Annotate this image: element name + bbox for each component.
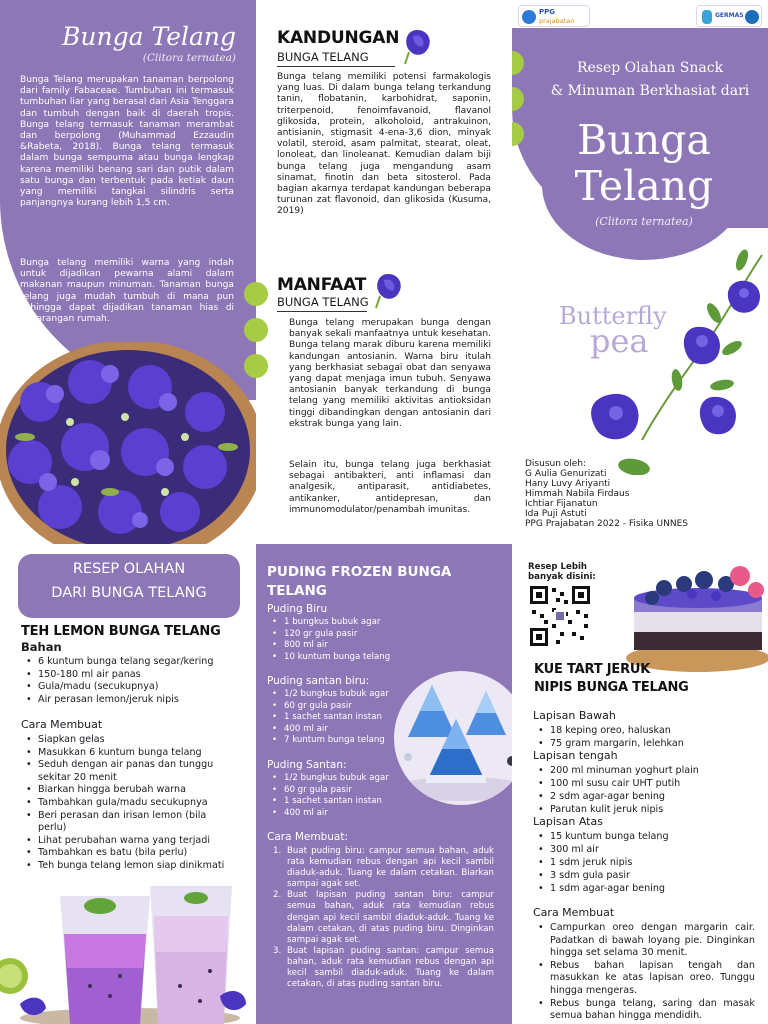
- list-item: [273, 890, 494, 945]
- kandungan-text: Bunga telang memiliki potensi farmakologis yang luas. Di dalam bunga telang terkandung tanin, flobatanin, karbohidrat, saponin, triterpenoid, fenoimfavanoid, flavanol glikosida, protein, alkoholoid, antrakuinon, antisianin, stigmasit 4-ena-3,6 dion, minyak volatil, steroid, asam palmitat, stearat, oleat, lonoleat, dan linoleanat. Kemudian dalam biji bunga telang juga mengandung asam sinamat, finotin dan beta sitosterol. Pada bagian akarnya terdapat kandungan beberapa turunan zat flavonoid, dan glikosida (Kusuma, 2019): [277, 72, 491, 217]
- cover-title-line-2: Telang: [574, 162, 714, 210]
- list-item: • 18 keping oreo, haluskan: [533, 724, 755, 737]
- manfaat-text-1: Bunga telang merupakan bunga dengan banyak sekali manfaatnya untuk kesehatan. Bunga telang marak diburu karena memiliki kandungan antosianin. Warna biru itulah yang berkhasiat sebagai obat dan senyawa yang dapat menjaga imun tubuh. Senyawa antosianin banyak terkandung di bunga telang yang memiliki aktivitas antioksidan tinggi dibandingkan dengan antosianin dari ekstrak bunga yang lain.: [289, 318, 491, 429]
- author-name: Himmah Nabila Firdaus: [525, 489, 630, 499]
- program-label: PPG Prajabatan 2022 - Fisika UNNES: [525, 519, 688, 529]
- kue-tart-title-line-2: NIPIS BUNGA TELANG: [534, 680, 689, 695]
- cover-latin-name: (Clitora ternatea): [595, 215, 693, 228]
- puding-santan-label: Puding Santan:: [267, 759, 347, 771]
- step-number: 3.: [273, 945, 282, 956]
- list-item: • 75 gram margarin, lelehkan: [533, 737, 755, 750]
- list-item: • Air perasan lemon/jeruk nipis: [21, 694, 241, 707]
- qr-code[interactable]: [528, 584, 592, 648]
- list-item: • Biarkan hingga berubah warna: [21, 784, 237, 797]
- flower-bowl-image: [0, 342, 256, 544]
- manfaat-subtitle: BUNGA TELANG: [277, 295, 369, 309]
- puding-cara-list: [273, 846, 494, 990]
- panel-kandungan-manfaat: [256, 0, 512, 544]
- list-item: • Seduh dengan air panas dan tunggu sekitar 20 menit: [21, 759, 237, 784]
- germas-logo: [696, 5, 762, 27]
- cara-membuat-label: Cara Membuat: [21, 718, 103, 731]
- puding-title-line-1: PUDING FROZEN BUNGA: [267, 564, 452, 580]
- list-item: • 400 ml air: [267, 724, 407, 736]
- pea-word: pea: [590, 322, 649, 360]
- manfaat-title: MANFAAT: [277, 275, 367, 295]
- lapisan-bawah-list: [533, 724, 755, 750]
- lapisan-atas-list: [533, 830, 755, 895]
- list-item: • Gula/madu (secukupnya): [21, 681, 241, 694]
- list-item: • Rebus bunga telang, saring dan masak semua bahan hingga mendidih.: [533, 998, 755, 1023]
- list-item: • Rebus bahan lapisan tengah dan masukkan ke atas lapisan oreo. Tunggu hingga mengeras.: [533, 960, 755, 998]
- puding-santan-biru-list: [267, 689, 407, 747]
- teh-lemon-glasses-image: [0, 876, 256, 1024]
- list-item: [273, 846, 494, 890]
- author-name: Ichtiar Fijanatun: [525, 499, 598, 509]
- puding-title-line-2: TELANG: [267, 583, 327, 599]
- teh-lemon-title: TEH LEMON BUNGA TELANG: [21, 624, 221, 639]
- intro-title: Bunga Telang: [62, 22, 236, 51]
- puding-cara-label: Cara Membuat:: [267, 831, 349, 843]
- list-item: • Masukkan 6 kuntum bunga telang: [21, 747, 237, 760]
- list-item: • 2 sdm agar-agar bening: [533, 790, 755, 803]
- list-item: • Tambahkan es batu (bila perlu): [21, 847, 237, 860]
- bahan-list: [21, 656, 241, 707]
- recipe-banner-line-2: DARI BUNGA TELANG: [51, 585, 207, 601]
- cover-subtitle-line-1: Resep Olahan Snack: [576, 60, 724, 76]
- qr-label-line-1: Resep Lebih: [528, 562, 588, 572]
- list-item: • 800 ml air: [267, 640, 417, 652]
- kandungan-subtitle: BUNGA TELANG: [277, 50, 369, 64]
- list-item: • 15 kuntum bunga telang: [533, 830, 755, 843]
- step-number: 1.: [273, 846, 282, 856]
- author-name: Hany Luvy Ariyanti: [525, 479, 611, 489]
- green-dot: [244, 318, 268, 342]
- lapisan-bawah-label: Lapisan Bawah: [533, 709, 616, 722]
- puding-image: [394, 671, 512, 805]
- green-dot: [244, 354, 268, 378]
- list-item: • 7 kuntum bunga telang: [267, 735, 407, 747]
- list-item: • 6 kuntum bunga telang segar/kering: [21, 656, 241, 669]
- kandungan-underline: [277, 66, 395, 67]
- list-item: • Campurkan oreo dengan margarin cair. Padatkan di bawah loyang pie. Dinginkan hingga set selama 30 menit.: [533, 922, 755, 960]
- green-dot: [244, 282, 268, 306]
- ppg-logo-text: PPG: [539, 8, 556, 16]
- kue-cara-list: [533, 922, 755, 1023]
- list-item: • Parutan kulit jeruk nipis: [533, 803, 755, 816]
- kemenkes-emblem-icon: [745, 10, 759, 24]
- list-item: • 3 sdm gula pasir: [533, 869, 755, 882]
- list-item: • 60 gr gula pasir: [267, 785, 407, 797]
- list-item: • 1/2 bungkus bubuk agar: [267, 773, 407, 785]
- list-item: • Teh bunga telang lemon siap dinikmati: [21, 860, 237, 873]
- panel-cover: [512, 0, 768, 544]
- list-item: • 1 sachet santan instan: [267, 796, 407, 808]
- list-item: • 10 kuntum bunga telang: [267, 652, 417, 664]
- germas-logo-text: GERMAS: [715, 12, 744, 19]
- list-item: • 300 ml air: [533, 843, 755, 856]
- list-item: • 1 sachet santan instan: [267, 712, 407, 724]
- list-item: • 100 ml susu cair UHT putih: [533, 777, 755, 790]
- butterfly-word: Butterfly: [559, 302, 667, 330]
- list-item: • Tambahkan gula/madu secukupnya: [21, 797, 237, 810]
- step-text: Buat lapisan puding santan: campur semua bahan, aduk rata kemudian rebus dengan api kecil sambil diaduk-aduk. Tuang ke dalam cetakan, di atas puding santan biru.: [287, 945, 494, 990]
- puding-santan-biru-label: Puding santan biru:: [267, 675, 370, 687]
- list-item: • 120 gr gula pasir: [267, 629, 417, 641]
- recipe-banner-line-1: RESEP OLAHAN: [72, 561, 186, 577]
- list-item: • 200 ml minuman yoghurt plain: [533, 764, 755, 777]
- kue-tart-image: [622, 554, 768, 672]
- intro-latin-name: (Clitora ternatea): [142, 52, 236, 64]
- list-item: [273, 946, 494, 990]
- panel-intro: [0, 0, 256, 544]
- list-item: • 1 sdm agar-agar bening: [533, 882, 755, 895]
- list-item: • 150-180 ml air panas: [21, 669, 241, 682]
- panel-kue-tart: [512, 544, 768, 1024]
- list-item: • Beri perasan dan irisan lemon (bila perlu): [21, 810, 237, 835]
- panel-puding: [256, 544, 512, 1024]
- list-item: • 60 gr gula pasir: [267, 701, 407, 713]
- puding-santan-list: [267, 773, 407, 819]
- lapisan-atas-label: Lapisan Atas: [533, 815, 603, 828]
- flower-icon: [370, 270, 406, 310]
- butterfly-pea-flowers-illustration: [572, 245, 768, 475]
- step-number: 2.: [273, 890, 282, 901]
- list-item: • 1/2 bungkus bubuk agar: [267, 689, 407, 701]
- intro-paragraph-2: Bunga telang memiliki warna yang indah untuk dijadikan pewarna alami dalam makanan maupun minuman. Tanaman bunga telang juga mudah tumbuh di mana pun sehingga dapat dijadikan tanaman hias di pekarangan rumah.: [20, 258, 234, 325]
- ppg-logo: [518, 5, 590, 27]
- panel-teh-lemon: [0, 544, 256, 1024]
- qr-label-line-2: banyak disini:: [528, 572, 596, 582]
- step-text: Buat lapisan puding santan biru: campur semua bahan, aduk rata kemudian rebus dengan api kecil sambil diaduk-aduk. Tuang ke dalam cetakan, di atas puding biru. Dinginkan sampai agak set.: [287, 890, 494, 945]
- step-text: Buat puding biru: campur semua bahan, aduk rata kemudian rebus dengan api kecil sambil diaduk-aduk. Tuang ke dalam cetakan. Biarkan sampai agak set.: [287, 846, 494, 890]
- author-name: G Aulia Genurizati: [525, 469, 607, 479]
- ppg-logo-subtext: prajabatan: [539, 17, 575, 25]
- intro-paragraph-1: Bunga Telang merupakan tanaman berpolong dari family Fabaceae. Tumbuhan ini termasuk tumbuhan liar yang berasal dari Asia Tenggara dan tumbuh dengan baik di daerah tropis. Bunga telang termasuk tanaman merambat dan berpolong (Muhammad Ezzaudin &Rabeta, 2018). Bunga telang termasuk dalam bunga sempurna atau bunga lengkap karena memiliki benang sari dan putik dalam satu bunga dan terbentuk pada ketiak daun yang memiliki tangkai silindris serta panjangnya kurang lebih 1,5 cm.: [20, 75, 234, 209]
- list-item: • 1 bungkus bubuk agar: [267, 617, 417, 629]
- kandungan-title: KANDUNGAN: [277, 28, 400, 48]
- flower-icon: [399, 26, 435, 66]
- author-name: Ida Puji Astuti: [525, 509, 587, 519]
- list-item: • Lihat perubahan warna yang terjadi: [21, 835, 237, 848]
- cover-title-line-1: Bunga: [577, 116, 711, 164]
- kue-cara-label: Cara Membuat: [533, 906, 615, 919]
- manfaat-text-2: Selain itu, bunga telang juga berkhasiat sebagai antibakteri, anti inflamasi dan analgesik, antiparasit, antidiabetes, antikanker, antidepresan, dan immunomodulator/penambah imunitas.: [289, 460, 491, 515]
- puding-biru-label: Puding Biru: [267, 603, 328, 615]
- manfaat-underline: [277, 311, 367, 312]
- bahan-label: Bahan: [21, 640, 62, 654]
- lapisan-tengah-list: [533, 764, 755, 816]
- authors-label: Disusun oleh:: [525, 459, 587, 469]
- germas-person-icon: [702, 10, 712, 24]
- cara-membuat-list: [21, 734, 237, 873]
- cover-subtitle-line-2: & Minuman Berkhasiat dari: [550, 83, 750, 99]
- list-item: • 400 ml air: [267, 808, 407, 820]
- list-item: • Siapkan gelas: [21, 734, 237, 747]
- kue-tart-title-line-1: KUE TART JERUK: [534, 662, 651, 677]
- list-item: • 1 sdm jeruk nipis: [533, 856, 755, 869]
- puding-biru-list: [267, 617, 417, 663]
- lapisan-tengah-label: Lapisan tengah: [533, 749, 618, 762]
- ministry-emblem-icon: [522, 10, 536, 24]
- puding-image-circle: [394, 671, 512, 805]
